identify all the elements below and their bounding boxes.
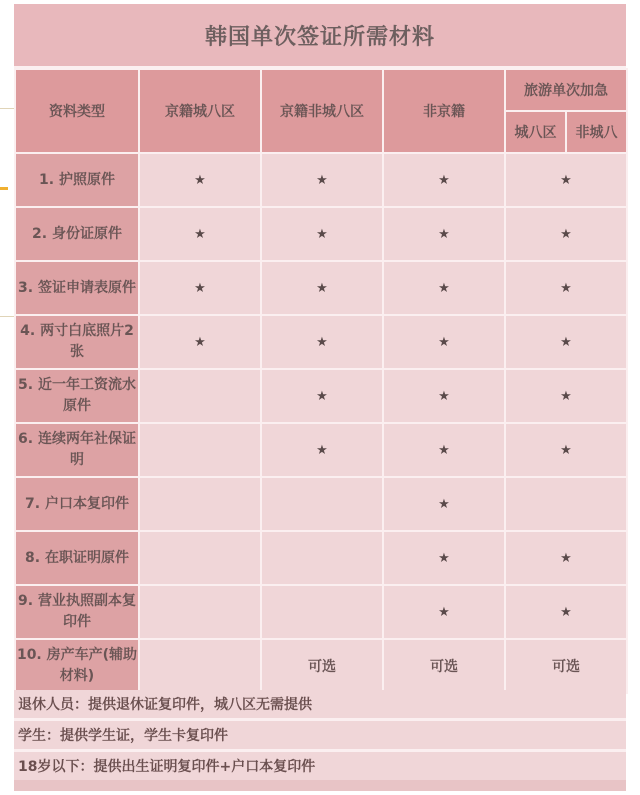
material-name: 10. 房产车产(辅助材料) — [15, 639, 139, 693]
required-star: ★ — [438, 605, 450, 620]
accent-marker — [0, 187, 8, 190]
required-star: ★ — [438, 281, 450, 296]
material-name: 5. 近一年工资流水原件 — [15, 369, 139, 423]
requirement-cell — [383, 261, 505, 315]
requirement-cell-express — [505, 477, 627, 531]
header-beijing-core: 京籍城八区 — [139, 69, 261, 153]
decorative-line-middle — [0, 316, 14, 317]
required-star: ★ — [560, 227, 572, 242]
required-star: ★ — [194, 335, 206, 350]
requirement-value: 可选 — [552, 659, 580, 675]
requirement-cell-express — [505, 585, 627, 639]
requirement-cell — [139, 369, 261, 423]
requirement-cell — [261, 315, 383, 369]
table-row — [15, 423, 627, 477]
requirement-cell-express — [505, 261, 627, 315]
requirement-cell — [139, 315, 261, 369]
table-row — [15, 261, 627, 315]
table-row — [15, 315, 627, 369]
header-beijing-noncore: 京籍非城八区 — [261, 69, 383, 153]
requirement-cell-express — [505, 207, 627, 261]
requirement-cell — [261, 531, 383, 585]
requirement-cell-express — [505, 639, 627, 693]
notes-section — [14, 690, 626, 780]
required-star: ★ — [560, 389, 572, 404]
material-name: 7. 户口本复印件 — [15, 477, 139, 531]
required-star: ★ — [194, 281, 206, 296]
materials-grid — [14, 68, 628, 694]
requirement-cell — [383, 531, 505, 585]
required-star: ★ — [560, 443, 572, 458]
decorative-line-top — [0, 108, 14, 109]
material-name: 8. 在职证明原件 — [15, 531, 139, 585]
header-material-type: 资料类型 — [15, 69, 139, 153]
requirement-cell — [383, 585, 505, 639]
requirement-cell — [383, 207, 505, 261]
requirement-cell — [383, 639, 505, 693]
material-name: 3. 签证申请表原件 — [15, 261, 139, 315]
table-title: 韩国单次签证所需材料 — [14, 4, 626, 68]
required-star: ★ — [316, 335, 328, 350]
header-non-beijing: 非京籍 — [383, 69, 505, 153]
table-row — [15, 639, 627, 693]
visa-materials-table — [14, 4, 626, 791]
requirement-value: 可选 — [430, 659, 458, 675]
header-express-core: 城八区 — [505, 111, 566, 153]
required-star: ★ — [560, 605, 572, 620]
required-star: ★ — [316, 443, 328, 458]
required-star: ★ — [438, 443, 450, 458]
requirement-cell-express — [505, 369, 627, 423]
requirement-cell — [383, 153, 505, 207]
requirement-cell — [383, 423, 505, 477]
header-express-group: 旅游单次加急 — [505, 69, 627, 111]
material-name: 9. 营业执照副本复印件 — [15, 585, 139, 639]
required-star: ★ — [316, 281, 328, 296]
requirement-cell — [261, 207, 383, 261]
required-star: ★ — [316, 389, 328, 404]
table-row — [15, 207, 627, 261]
table-row — [15, 153, 627, 207]
requirement-cell — [139, 261, 261, 315]
required-star: ★ — [560, 551, 572, 566]
required-star: ★ — [194, 227, 206, 242]
requirement-cell — [261, 153, 383, 207]
requirement-cell — [139, 639, 261, 693]
material-name: 1. 护照原件 — [15, 153, 139, 207]
requirement-cell — [383, 477, 505, 531]
note-student: 学生：提供学生证，学生卡复印件 — [14, 721, 626, 752]
required-star: ★ — [438, 173, 450, 188]
header-row-top — [15, 69, 627, 111]
requirement-cell-express — [505, 315, 627, 369]
requirement-cell — [139, 153, 261, 207]
requirement-cell — [261, 639, 383, 693]
table-row — [15, 531, 627, 585]
required-star: ★ — [560, 335, 572, 350]
material-name: 2. 身份证原件 — [15, 207, 139, 261]
header-express-noncore: 非城八 — [566, 111, 627, 153]
table-body — [15, 153, 627, 693]
requirement-cell — [139, 585, 261, 639]
required-star: ★ — [438, 335, 450, 350]
required-star: ★ — [316, 173, 328, 188]
material-name: 4. 两寸白底照片2张 — [15, 315, 139, 369]
requirement-value: 可选 — [308, 659, 336, 675]
required-star: ★ — [560, 173, 572, 188]
required-star: ★ — [194, 173, 206, 188]
requirement-cell — [261, 261, 383, 315]
note-minor: 18岁以下：提供出生证明复印件+户口本复印件 — [14, 752, 626, 780]
requirement-cell-express — [505, 153, 627, 207]
required-star: ★ — [438, 389, 450, 404]
requirement-cell — [383, 315, 505, 369]
required-star: ★ — [316, 227, 328, 242]
required-star: ★ — [438, 551, 450, 566]
required-star: ★ — [560, 281, 572, 296]
required-star: ★ — [438, 227, 450, 242]
requirement-cell-express — [505, 423, 627, 477]
requirement-cell — [261, 423, 383, 477]
requirement-cell — [139, 477, 261, 531]
requirement-cell — [139, 531, 261, 585]
requirement-cell — [383, 369, 505, 423]
required-star: ★ — [438, 497, 450, 512]
material-name: 6. 连续两年社保证明 — [15, 423, 139, 477]
requirement-cell — [261, 477, 383, 531]
note-retired: 退休人员：提供退休证复印件，城八区无需提供 — [14, 690, 626, 721]
requirement-cell — [261, 585, 383, 639]
requirement-cell — [139, 423, 261, 477]
table-row — [15, 477, 627, 531]
requirement-cell — [261, 369, 383, 423]
requirement-cell-express — [505, 531, 627, 585]
table-row — [15, 369, 627, 423]
requirement-cell — [139, 207, 261, 261]
table-row — [15, 585, 627, 639]
